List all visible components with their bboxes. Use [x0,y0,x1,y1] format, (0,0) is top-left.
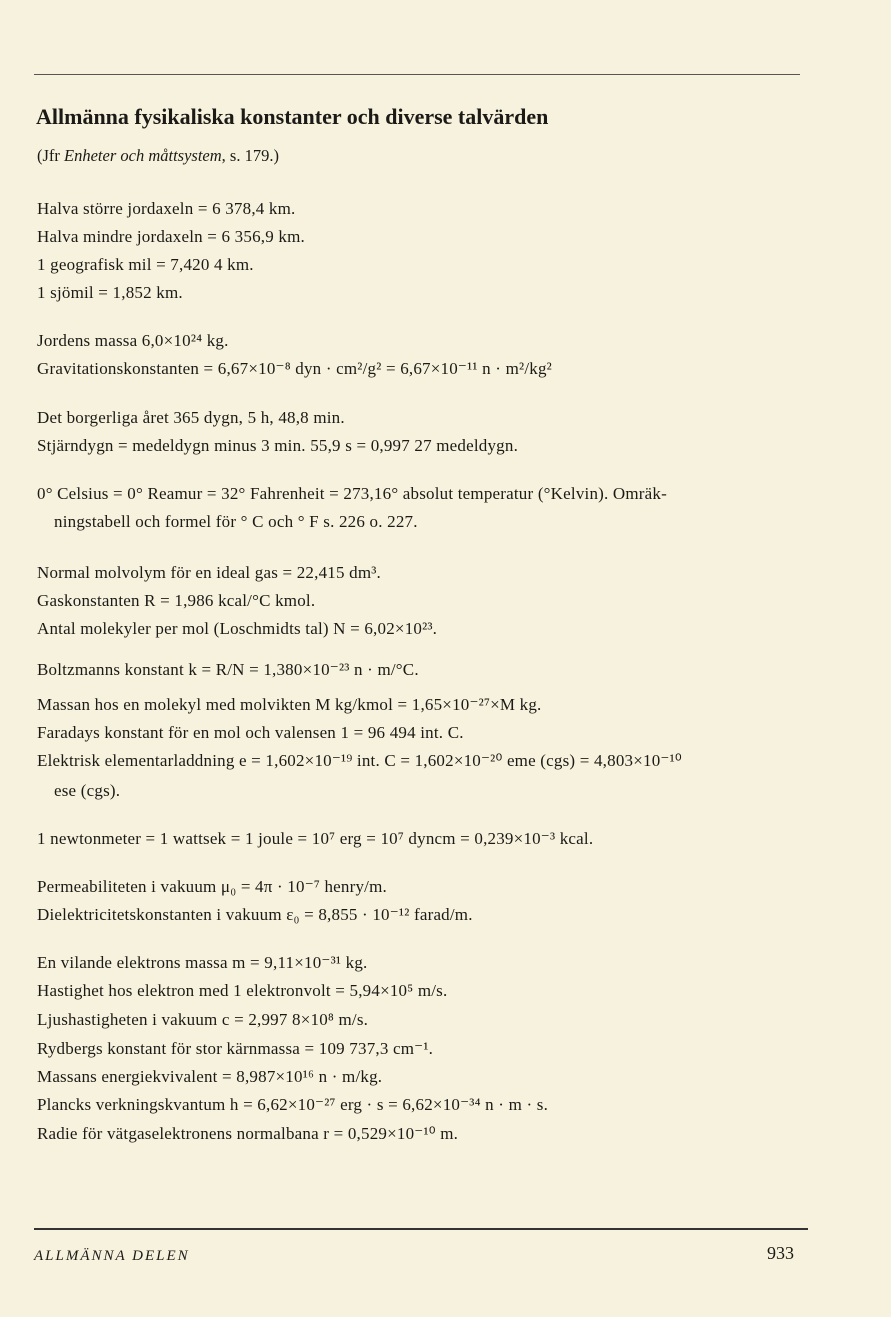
reference-prefix: (Jfr [37,146,60,165]
constant-line: Plancks verkningskvantum h = 6,62×10⁻²⁷ erg · s = 6,62×10⁻³⁴ n · m · s. [37,1095,549,1114]
page-number: 933 [767,1243,794,1263]
bottom-rule [34,1228,808,1230]
page-heading: Allmänna fysikaliska konstanter och diverse talvärden [36,104,549,129]
constant-line: Jordens massa 6,0×10²⁴ kg. [37,331,229,350]
constant-line: Gaskonstanten R = 1,986 kcal/°C kmol. [37,591,316,610]
constant-line: Radie för vätgaselektronens normalbana r = 0,529×10⁻¹⁰ m. [37,1124,459,1143]
constant-line: Massan hos en molekyl med molvikten M kg/kmol = 1,65×10⁻²⁷×M kg. [37,695,542,714]
constant-line: Halva mindre jordaxeln = 6 356,9 km. [37,227,305,246]
constant-line: Ljushastigheten i vakuum c = 2,997 8×10⁸ m/s. [37,1010,369,1029]
constant-line: Boltzmanns konstant k = R/N = 1,380×10⁻²³ n · m/°C. [37,660,419,679]
constant-line: ese (cgs). [54,781,121,800]
reference-suffix: , s. 179.) [221,146,279,165]
constant-line: Stjärndygn = medeldygn minus 3 min. 55,9 s = 0,997 27 medeldygn. [37,436,519,455]
constant-line: Dielektricitetskonstanten i vakuum ε₀ = 8,855 · 10⁻¹² farad/m. [37,905,473,924]
constant-line: Antal molekyler per mol (Loschmidts tal) N = 6,02×10²³. [37,619,438,638]
constant-line: ningstabell och formel för ° C och ° F s. 226 o. 227. [54,512,418,531]
constant-line: Elektrisk elementarladdning e = 1,602×10⁻¹⁹ int. C = 1,602×10⁻²⁰ eme (cgs) = 4,803×10⁻¹⁰ [37,751,682,770]
constant-line: 1 newtonmeter = 1 wattsek = 1 joule = 10⁷ erg = 10⁷ dyncm = 0,239×10⁻³ kcal. [37,829,594,848]
constant-line: En vilande elektrons massa m = 9,11×10⁻³¹ kg. [37,953,368,972]
constant-line: Halva större jordaxeln = 6 378,4 km. [37,199,296,218]
constant-line: Massans energiekvivalent = 8,987×10¹⁶ n · m/kg. [37,1067,383,1086]
top-rule [34,74,800,75]
constant-line: Permeabiliteten i vakuum μ₀ = 4π · 10⁻⁷ henry/m. [37,877,387,896]
reference-note [37,146,279,166]
constant-line: Gravitationskonstanten = 6,67×10⁻⁸ dyn · cm²/g² = 6,67×10⁻¹¹ n · m²/kg² [37,359,552,378]
constant-line: 1 geografisk mil = 7,420 4 km. [37,255,254,274]
constant-line: Faradays konstant för en mol och valensen 1 = 96 494 int. C. [37,723,464,742]
constant-line: Hastighet hos elektron med 1 elektronvolt = 5,94×10⁵ m/s. [37,981,448,1000]
constant-line: Det borgerliga året 365 dygn, 5 h, 48,8 min. [37,408,345,427]
constant-line: 1 sjömil = 1,852 km. [37,283,183,302]
footer-section-title: ALLMÄNNA DELEN [34,1248,190,1264]
reference-title: Enheter och måttsystem [64,146,222,165]
constant-line: 0° Celsius = 0° Reamur = 32° Fahrenheit = 273,16° absolut temperatur (°Kelvin). Omräk- [37,484,667,503]
constant-line: Normal molvolym för en ideal gas = 22,415 dm³. [37,563,381,582]
constant-line: Rydbergs konstant för stor kärnmassa = 109 737,3 cm⁻¹. [37,1039,434,1058]
